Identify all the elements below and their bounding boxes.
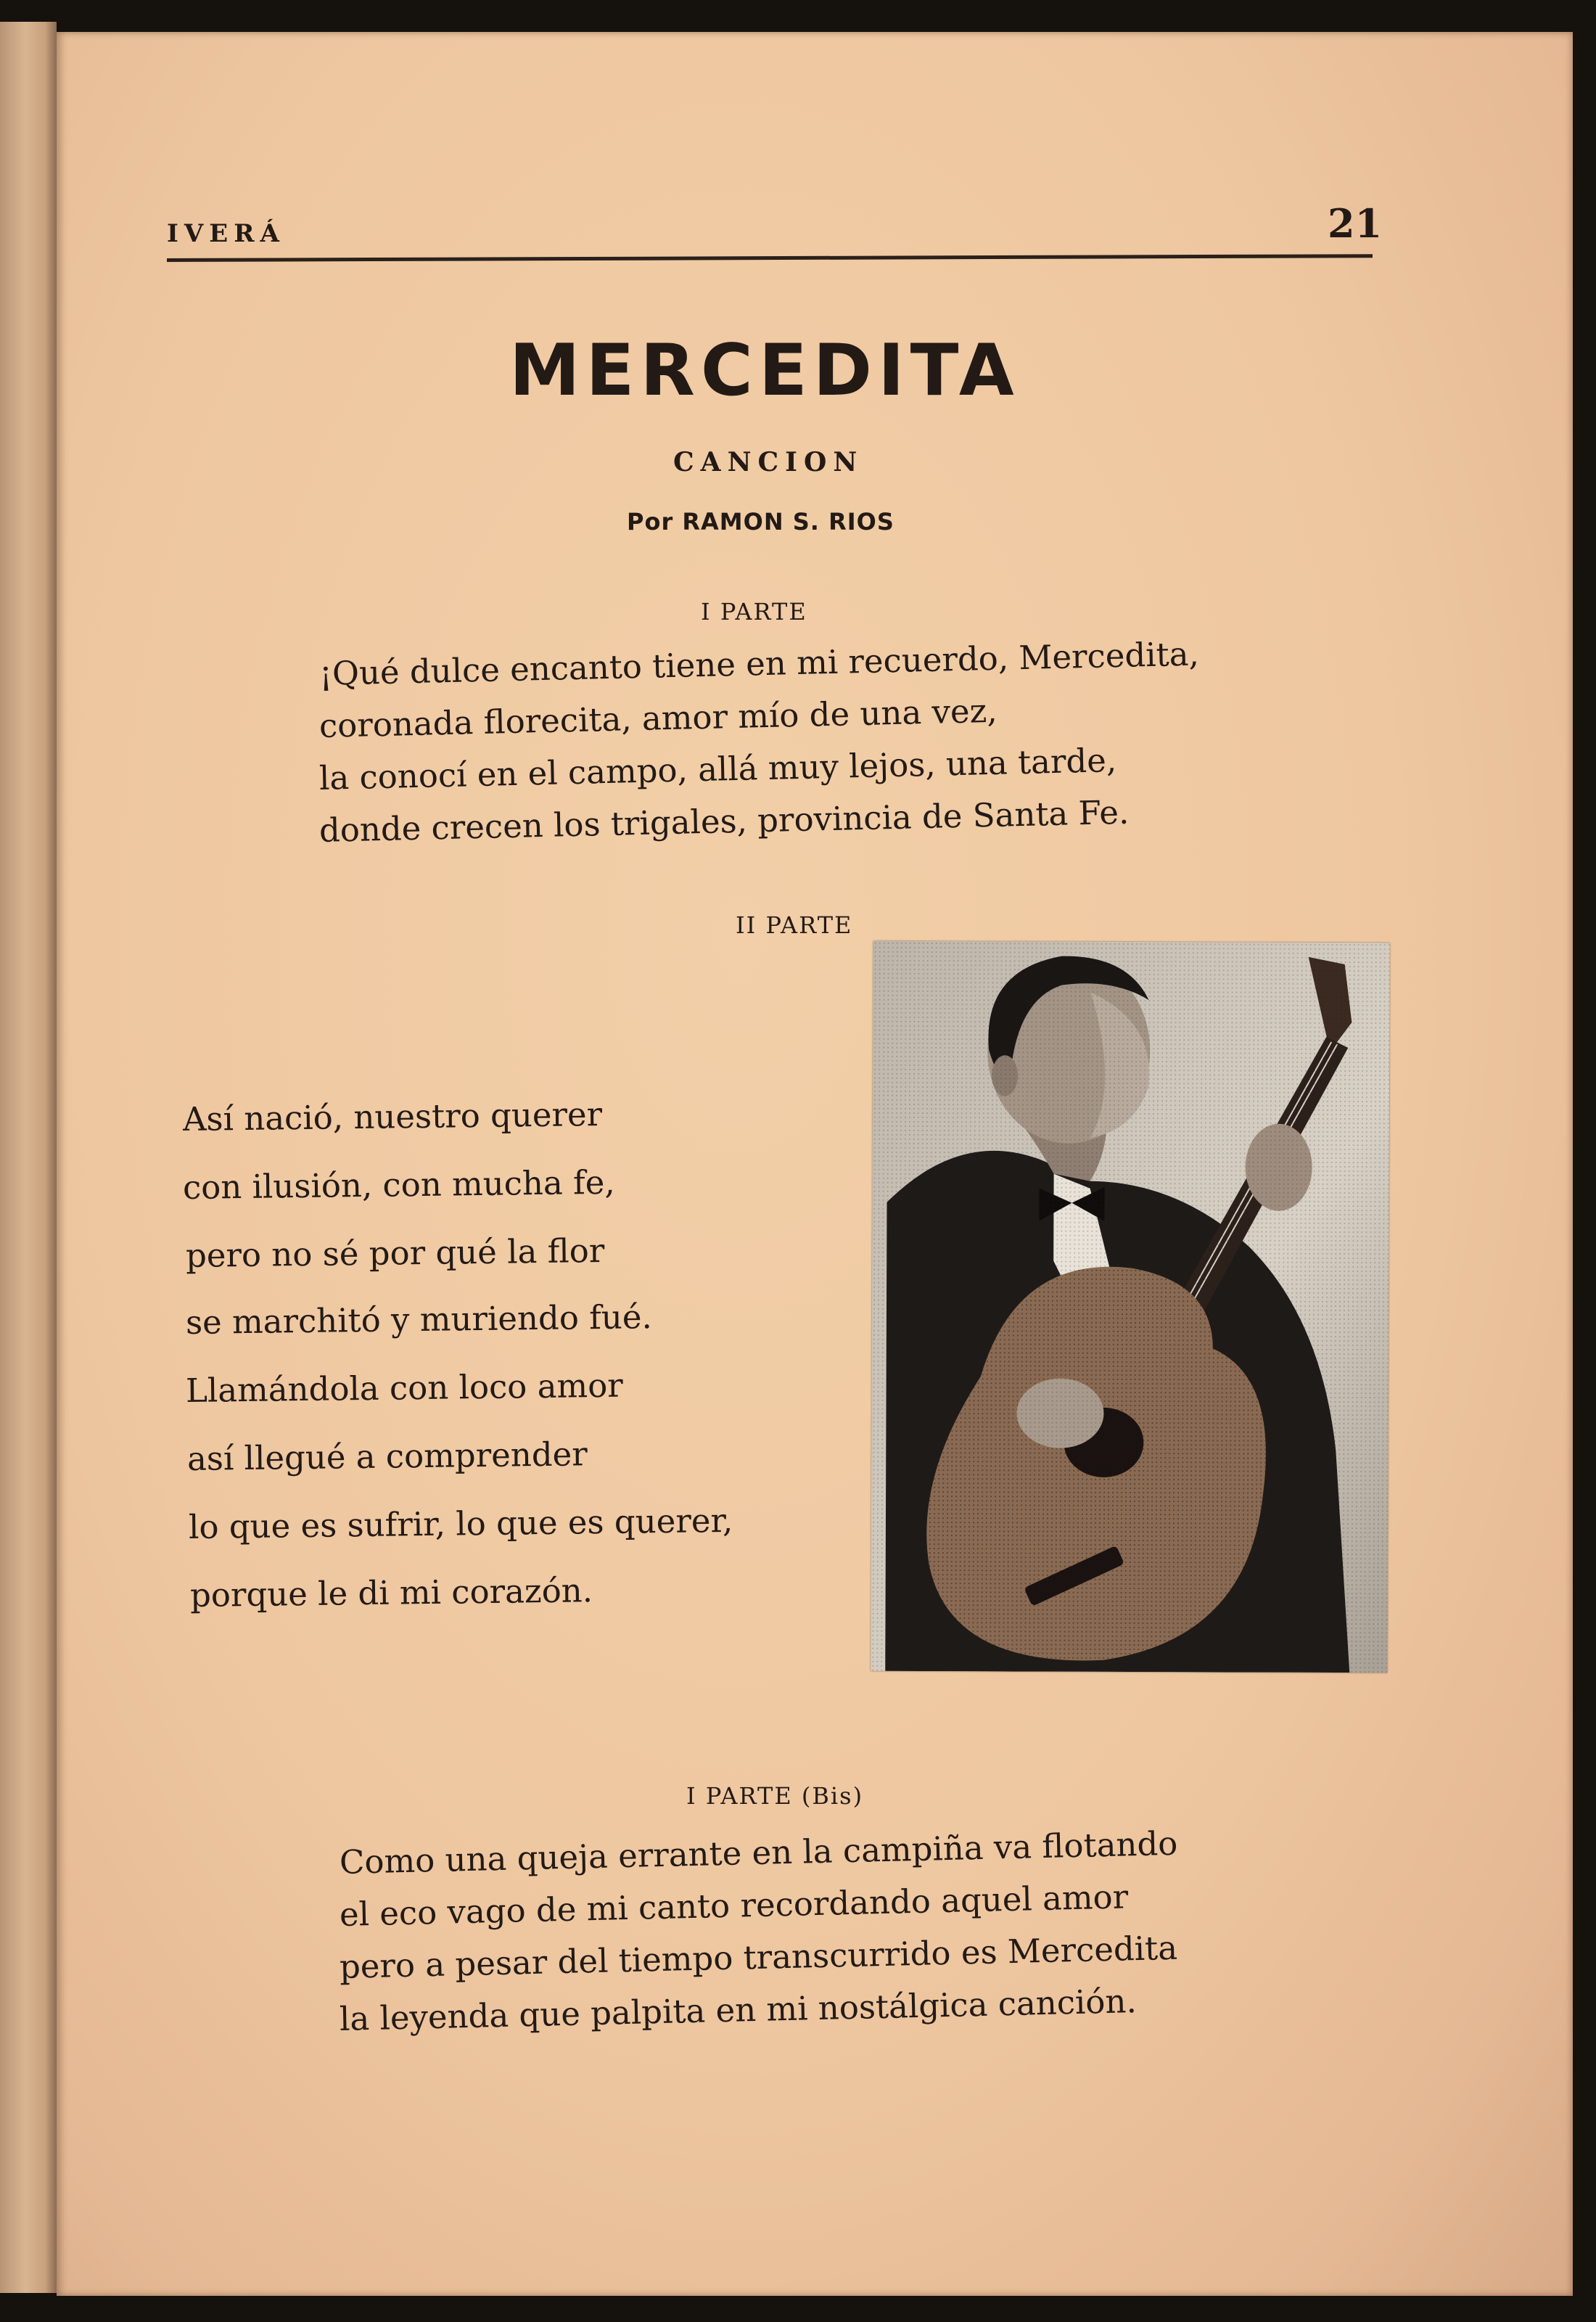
- verse-line: coronada florecita, amor mío de una vez,: [318, 691, 998, 745]
- verse-line: la conocí en el campo, allá muy lejos, una tarde,: [318, 741, 1117, 797]
- verse-line: Así nació, nuestro querer: [182, 1094, 603, 1139]
- verse-line: se marchitó y muriendo fué.: [185, 1297, 653, 1342]
- section-heading-3: I PARTE (Bis): [686, 1782, 864, 1810]
- running-head: IVERÁ: [167, 219, 285, 248]
- left-page-edge: [0, 22, 57, 2293]
- guitarist-photo: [871, 941, 1390, 1673]
- verse-line: con ilusión, con mucha fe,: [182, 1162, 615, 1207]
- verse-line: pero no sé por qué la flor: [185, 1231, 605, 1275]
- page-number: 21: [1328, 200, 1383, 247]
- header-rule: [167, 254, 1373, 262]
- section-heading-1: I PARTE: [701, 598, 807, 625]
- verse-line: ¡Qué dulce encanto tiene en mi recuerdo, Mercedita,: [318, 634, 1200, 693]
- verse-line: lo que es sufrir, lo que es querer,: [188, 1501, 733, 1546]
- verse-line: Como una queja errante en la campiña va flotando: [339, 1823, 1178, 1882]
- verse-line: porque le di mi corazón.: [189, 1571, 593, 1615]
- verse-line: donde crecen los trigales, provincia de Santa Fe.: [318, 792, 1130, 850]
- verse-line: así llegué a comprender: [186, 1435, 588, 1478]
- section-heading-2: II PARTE: [736, 911, 853, 939]
- song-subtitle: CANCION: [673, 447, 864, 477]
- book-page: [57, 32, 1573, 2296]
- verse-line: la leyenda que palpita en mi nostálgica canción.: [339, 1982, 1138, 2038]
- song-title: MERCEDITA: [509, 329, 1020, 412]
- verse-line: pero a pesar del tiempo transcurrido es Mercedita: [339, 1928, 1178, 1986]
- verse-line: el eco vago de mi canto recordando aquel amor: [339, 1877, 1129, 1934]
- song-author: Por RAMON S. RIOS: [627, 508, 894, 536]
- verse-line: Llamándola con loco amor: [185, 1366, 624, 1410]
